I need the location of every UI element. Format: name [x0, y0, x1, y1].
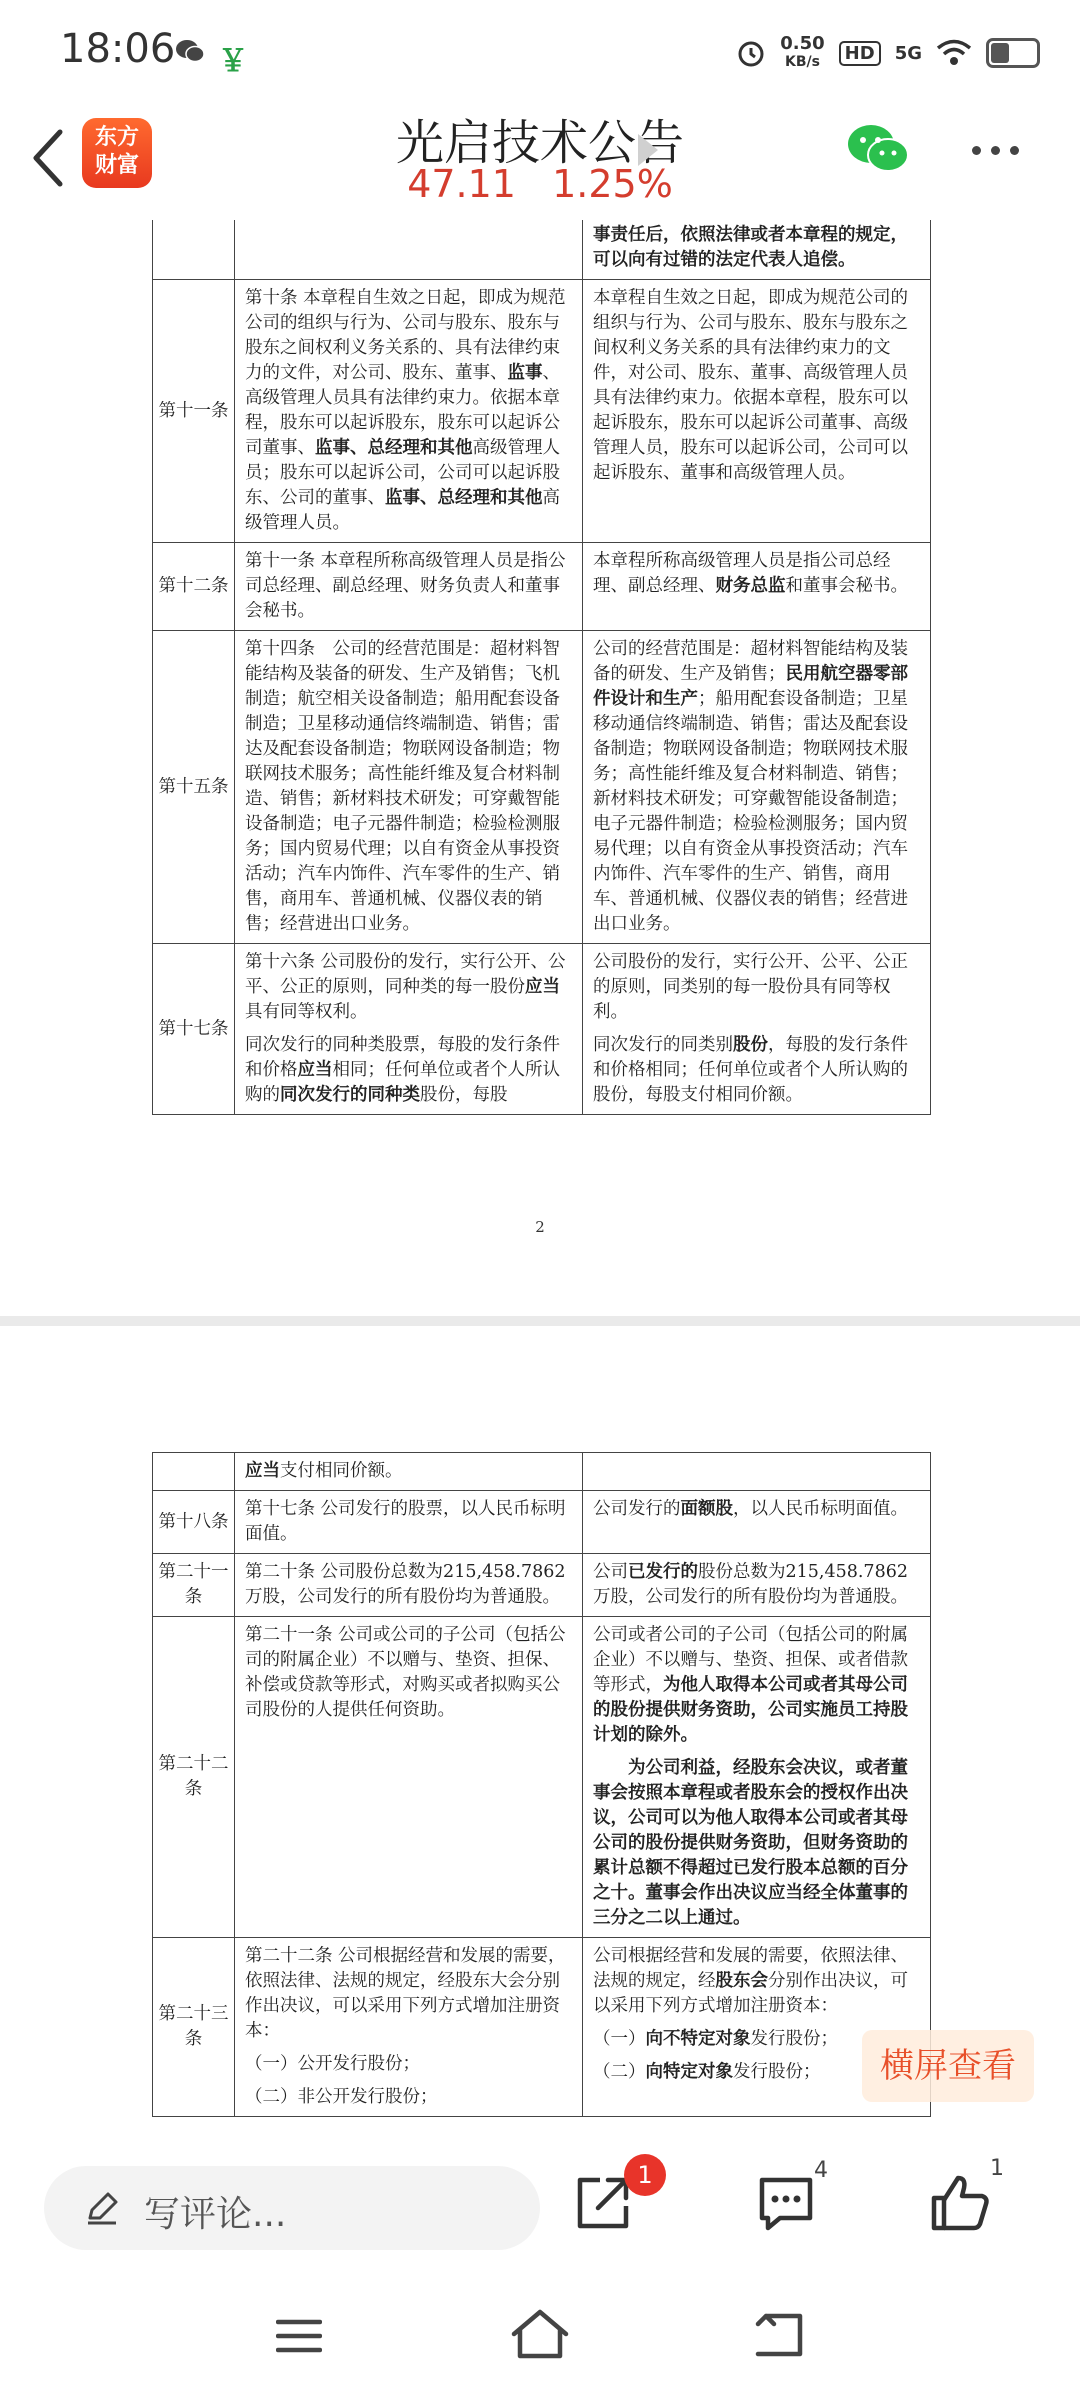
article-number: 第二十一条 [153, 1554, 235, 1617]
comment-count: 4 [814, 2158, 828, 2183]
network-speed: 0.50 KB/s [780, 33, 825, 70]
wechat-icon [175, 38, 205, 64]
revised-clause: 公司已发行的股份总数为215,458.7862万股，公司发行的所有股份均为普通股。 [583, 1554, 931, 1617]
menu-icon[interactable] [276, 2318, 322, 2354]
page-separator [0, 1316, 1080, 1326]
stock-change: 1.25% [552, 162, 673, 206]
document-page [0, 220, 1080, 1316]
app-header [0, 100, 1080, 220]
page-title: 光启技术公告 [395, 115, 684, 171]
comment-input[interactable] [44, 2166, 540, 2250]
battery-icon [986, 38, 1040, 68]
table-row [153, 1617, 931, 1938]
hd-badge: HD [839, 41, 881, 66]
article-number: 第二十三条 [153, 1938, 235, 2117]
revised-clause [583, 1453, 931, 1491]
status-time: 18:06 [60, 26, 176, 72]
article-number: 第十八条 [153, 1491, 235, 1554]
pencil-icon [84, 2190, 120, 2226]
revised-clause: 公司或者公司的子公司（包括公司的附属企业）不以赠与、垫资、担保、或者借款等形式，为他人取得本公司或者其母公司的股份提供财务资助，公司实施员工持股计划的除外。 为公司利益，经股东会决议，或者董事会按照本章程或者股东会的授权作出决议，公司可以为他人取得本公司或者其母公司的股份提供财务资助，但财务资助的累计总额不得超过已发行股本总额的百分之十。董事会作出决议应当经全体董事的三分之二以上通过。 [583, 1617, 931, 1938]
article-number [153, 220, 235, 280]
comparison-table [152, 220, 931, 1115]
article-number: 第十七条 [153, 944, 235, 1115]
system-nav-bar [0, 2268, 1080, 2400]
comparison-table [152, 1452, 931, 2117]
table-row [153, 543, 931, 631]
yuan-icon: ￥ [218, 44, 248, 79]
original-clause: 第二十一条 公司或公司的子公司（包括公司的附属企业）不以赠与、垫资、担保、补偿或贷款等形式，对购买或者拟购买公司股份的人提供任何资助。 [235, 1617, 583, 1938]
article-number: 第十二条 [153, 543, 235, 631]
stock-price: 47.11 [407, 162, 516, 206]
revised-clause: 公司股份的发行，实行公开、公平、公正的原则，同类别的每一股份具有同等权利。 同次发行的同类别股份，每股的发行条件和价格相同；任何单位或者个人所认购的股份，每股支付相同价额。 [583, 944, 931, 1115]
revised-clause: 本章程所称高级管理人员是指公司总经理、副总经理、财务总监和董事会秘书。 [583, 543, 931, 631]
article-number: 第十一条 [153, 280, 235, 543]
original-clause: 第二十二条 公司根据经营和发展的需要，依照法律、法规的规定，经股东大会分别作出决议，可以采用下列方式增加注册资本： （一）公开发行股份； （二）非公开发行股份； [235, 1938, 583, 2117]
article-number: 第十五条 [153, 631, 235, 944]
table-row [153, 1938, 931, 2117]
revised-clause: 本章程自生效之日起，即成为规范公司的组织与行为、公司与股东、股东与股东之间权利义务关系的具有法律约束力的文件，对公司、股东、董事、高级管理人员具有法律约束力。依据本章程，股东可以起诉股东，股东可以起诉公司董事、高级管理人员，股东可以起诉公司，公司可以起诉股东、董事和高级管理人员。 [583, 280, 931, 543]
document-viewer[interactable] [0, 220, 1080, 2136]
alarm-icon [736, 38, 766, 68]
more-icon[interactable] [972, 140, 1032, 160]
wifi-icon [936, 39, 972, 67]
original-clause: 第二十条 公司股份总数为215,458.7862万股，公司发行的所有股份均为普通股。 [235, 1554, 583, 1617]
landscape-view-button[interactable]: 横屏查看 [862, 2030, 1034, 2102]
wechat-share-icon[interactable] [846, 122, 910, 176]
share-badge: 1 [624, 2154, 666, 2196]
status-bar [0, 0, 1080, 100]
like-count: 1 [990, 2156, 1004, 2181]
back-icon[interactable] [752, 2312, 806, 2358]
eastmoney-logo: 东方 财富 [82, 118, 152, 188]
document-page [0, 1326, 1080, 2136]
original-clause: 第十七条 公司发行的股票，以人民币标明面值。 [235, 1491, 583, 1554]
home-icon[interactable] [508, 2308, 572, 2360]
table-row [153, 1554, 931, 1617]
original-clause: 第十六条 公司股份的发行，实行公开、公平、公正的原则，同种类的每一股份应当具有同等权利。 同次发行的同种类股票，每股的发行条件和价格应当相同；任何单位或者个人所认购的同次发行的同种类股份，每股 [235, 944, 583, 1115]
revised-clause: 事责任后，依照法律或者本章程的规定，可以向有过错的法定代表人追偿。 [583, 220, 931, 280]
original-clause [235, 220, 583, 280]
table-row [153, 280, 931, 543]
original-clause: 第十四条 公司的经营范围是：超材料智能结构及装备的研发、生产及销售；飞机制造；航空相关设备制造；船用配套设备制造；卫星移动通信终端制造、销售；雷达及配套设备制造；物联网设备制造；物联网技术服务；高性能纤维及复合材料制造、销售；新材料技术研发；可穿戴智能设备制造；电子元器件制造；检验检测服务；国内贸易代理；以自有资金从事投资活动；汽车内饰件、汽车零件的生产、销售，商用车、普通机械、仪器仪表的销售；经营进出口业务。 [235, 631, 583, 944]
table-row [153, 220, 931, 280]
comments-icon[interactable] [756, 2174, 816, 2232]
revised-clause: 公司发行的面额股，以人民币标明面值。 [583, 1491, 931, 1554]
original-clause: 应当支付相同价额。 [235, 1453, 583, 1491]
table-row [153, 1453, 931, 1491]
original-clause: 第十一条 本章程所称高级管理人员是指公司总经理、副总经理、财务负责人和董事会秘书。 [235, 543, 583, 631]
table-row [153, 944, 931, 1115]
network-type: 5G [894, 42, 922, 64]
comment-placeholder: 写评论... [144, 2194, 287, 2235]
revised-clause: 公司根据经营和发展的需要，依照法律、法规的规定，经股东会分别作出决议，可以采用下列方式增加注册资本： （一）向不特定对象发行股份； （二）向特定对象发行股份； [583, 1938, 931, 2117]
stock-quote [0, 162, 1080, 206]
table-row [153, 631, 931, 944]
article-number: 第二十二条 [153, 1617, 235, 1938]
table-row [153, 1491, 931, 1554]
revised-clause: 公司的经营范围是：超材料智能结构及装备的研发、生产及销售；民用航空器零部件设计和生产；船用配套设备制造；卫星移动通信终端制造、销售；雷达及配套设备制造；物联网设备制造；物联网技术服务；高性能纤维及复合材料制造、销售；新材料技术研发；可穿戴智能设备制造；电子元器件制造；检验检测服务；国内贸易代理；以自有资金从事投资活动；汽车内饰件、汽车零件的生产、销售，商用车、普通机械、仪器仪表的销售；经营进出口业务。 [583, 631, 931, 944]
bottom-action-bar [0, 2136, 1080, 2268]
page-number: 2 [535, 1218, 545, 1236]
article-number [153, 1453, 235, 1491]
original-clause: 第十条 本章程自生效之日起，即成为规范公司的组织与行为、公司与股东、股东与股东之间权利义务关系的、具有法律约束力的文件，对公司、股东、董事、监事、高级管理人员具有法律约束力。依据本章程，股东可以起诉股东，股东可以起诉公司董事、监事、总经理和其他高级管理人员；股东可以起诉公司，公司可以起诉股东、公司的董事、监事、总经理和其他高级管理人员。 [235, 280, 583, 543]
thumbs-up-icon[interactable] [930, 2172, 992, 2234]
